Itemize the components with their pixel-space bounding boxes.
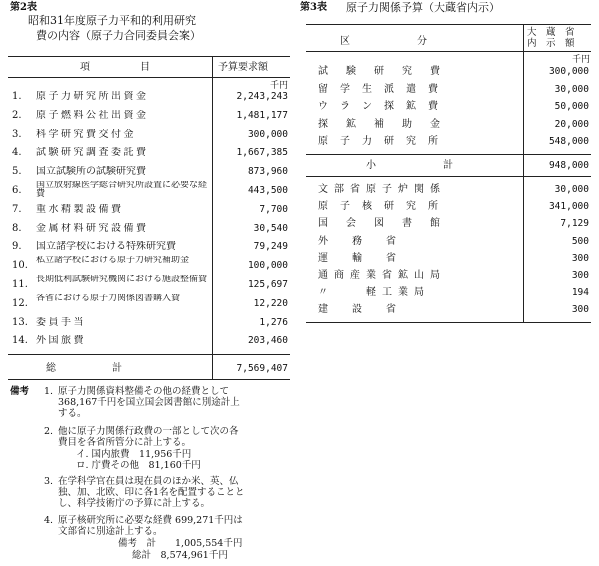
table2-row-item: 外国旅費 [36,335,86,346]
table2-row-amount: 100,000 [247,260,288,271]
note2-number: 2. [44,426,54,437]
table3-col-amount-line1: 大 蔵 省 [527,27,575,38]
note2-line4: ロ. 庁費その他 81,160千円 [76,460,201,471]
table2-unit: 千円 [269,81,288,91]
table3-row-item: 〃 軽工業局 [318,287,430,298]
table3-row-amount: 300 [571,253,589,264]
note1-line1: 原子力関係資料整備その他の経費として [58,386,230,397]
notes-label: 備考 [10,386,30,397]
table3-col-category: 区 分 [340,36,428,47]
note3-line3: し、科学技術庁の予算に計上する。 [58,498,211,509]
table2-row-number: 11. [12,279,28,290]
note3-number: 3. [44,476,54,487]
table2-row-number: 7. [12,204,22,215]
table2-row-number: 8. [12,223,22,234]
table3-row-item: ウラン探鉱費 [318,101,450,112]
table3-row-item: 探鉱補助金 [318,119,458,130]
table2-row-item: 私立諸学校における原子力研究補助金 [36,256,190,265]
note2-line2: 費目を各省所管分に計上する。 [58,437,192,448]
table3-row-item: 運輸省 [318,253,420,264]
table3-row-item: 外務省 [318,236,420,247]
table2-row-amount: 30,540 [253,223,288,234]
table3-subtotal-amount: 948,000 [548,160,589,171]
table2-row-amount: 12,220 [253,298,288,309]
table2-row-amount: 443,500 [247,185,288,196]
note1-number: 1. [44,386,54,397]
table2-row-amount: 7,700 [259,204,288,215]
note3-line2: 独、加、北欧、印に各1名を配置することと [58,487,245,498]
table2-row-number: 6. [12,185,22,196]
note4-subtotal: 備考 計 1,005,554千円 [118,538,243,549]
table2-row-number: 10. [12,260,28,271]
table2-col-item: 項 目 [80,62,152,73]
table2-row-amount: 1,276 [259,317,288,328]
table2-row-amount: 79,249 [253,241,288,252]
table3-row-amount: 300 [571,304,589,315]
table3-row-amount: 500 [571,236,589,247]
table2-row-amount: 873,960 [247,166,288,177]
table2-row-item: 国立試験所の試験研究費 [36,166,146,177]
table3-row-amount: 30,000 [554,184,589,195]
table3-row-amount: 300 [571,270,589,281]
table2-row-amount: 1,481,177 [236,110,288,121]
table3-row-amount: 300,000 [548,66,589,77]
table3-row-item: 建設省 [318,304,420,315]
table2-title-line2: 費の内容（原子力合同委員会案） [36,29,201,42]
table3-row-amount: 194 [571,287,589,298]
table2-row-number: 4. [12,147,22,158]
table2-row-item: 原子燃料公社出資金 [36,110,149,121]
table2-row-amount: 203,460 [247,335,288,346]
table2-row-item: 金属材料研究設備費 [36,223,149,234]
table3-subtotal-label: 小 計 [366,160,454,171]
note2-line3: イ. 国内旅費 11,956千円 [76,449,192,460]
table3-col-amount-line2: 内 示 額 [527,38,575,49]
note2-line1: 他に原子力関係行政費の一部として次の各 [58,426,239,437]
table2-row-item: 国立放射線医学総合研究所設置に必要な経費 [36,181,208,199]
table2-label: 第2表 [10,2,37,13]
table2-row-amount: 125,697 [247,279,288,290]
table3-row-item: 留学生派遣費 [318,84,450,95]
table2-row-item: 試験研究調査委託費 [36,147,149,158]
table2-row-item: 長期低利試験研究機関における施設整備費 [36,275,208,284]
table2-row-number: 3. [12,129,22,140]
table2-row-amount: 1,667,385 [236,147,288,158]
table3-row-item: 通商産業省鉱山局 [318,270,446,281]
note4-line1: 原子核研究所に必要な経費 699,271千円は [58,515,243,526]
table2-row-number: 12. [12,298,28,309]
table2-total-amount: 7,569,407 [236,363,288,374]
note1-line3: する。 [58,408,87,419]
table2-row-item: 科学研究費交付金 [36,129,136,140]
table2-row-item: 原子力研究所出資金 [36,91,149,102]
table3-unit: 千円 [571,55,590,65]
table3-row-item: 原子力研究所 [318,136,450,147]
table2-row-item: 重水精製設備費 [36,204,124,215]
table3-row-amount: 7,129 [560,218,589,229]
table2-total-label: 総 計 [46,363,123,374]
table2-row-amount: 300,000 [247,129,288,140]
table3-row-amount: 341,000 [548,201,589,212]
table2-title-line1: 昭和31年度原子力平和的利用研究 [28,14,196,27]
table2-row-number: 5. [12,166,22,177]
note1-line2: 368,167千円を国立国会図書館に別途計上 [58,397,240,408]
table2-row-number: 13. [12,317,28,328]
table2-row-item: 委員手当 [36,317,86,328]
table3-row-amount: 30,000 [554,84,589,95]
table3-label: 第3表 [300,2,327,13]
table3-row-item: 国会図書館 [318,218,458,229]
table3-row-item: 文部省原子炉関係 [318,184,446,195]
table2-col-amount: 予算要求額 [218,62,268,73]
note4-number: 4. [44,515,54,526]
table2-row-number: 2. [12,110,22,121]
table3-row-item: 試験研究費 [318,66,458,77]
table2-row-item: 国立諸学校における特殊研究費 [36,241,176,252]
table3-row-amount: 548,000 [548,136,589,147]
table3-row-amount: 20,000 [554,119,589,130]
table3-title: 原子力関係予算（大蔵省内示） [346,1,500,14]
note3-line1: 在学科学官在員は現在員のほか米、英、仏 [58,476,239,487]
table2-row-number: 1. [12,91,22,102]
table2-row-number: 9. [12,241,22,252]
table2-row-item: 各省における原子力関係図書購入費 [36,294,181,303]
table2-row-number: 14. [12,335,28,346]
note4-grand-total: 総計 8,574,961千円 [132,550,228,561]
table3-row-amount: 50,000 [554,101,589,112]
table3-row-item: 原子核研究所 [318,201,450,212]
note4-line2: 文部省に別途計上する。 [58,526,163,537]
table2-row-amount: 2,243,243 [236,91,288,102]
